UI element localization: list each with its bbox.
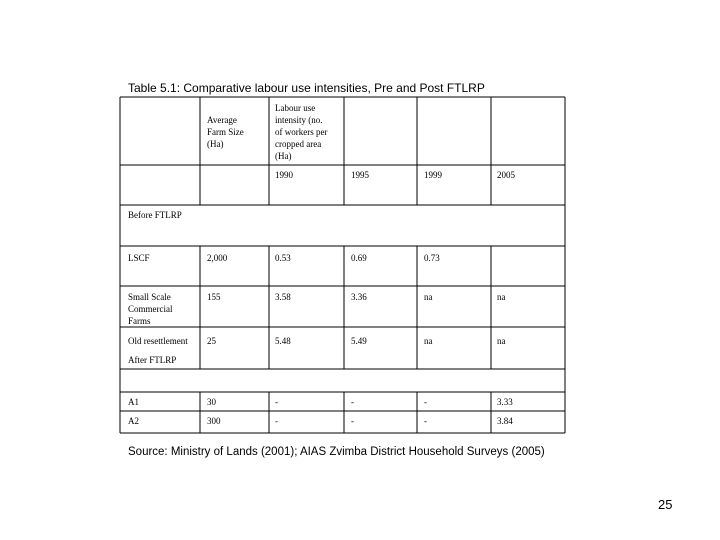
cell-old-resettlement-1995: 5.49 [351,336,367,346]
section-before-ftlrp: Before FTLRP [128,210,182,220]
header-year-2005: 2005 [497,170,515,180]
cell-a2-1995: - [351,416,354,426]
cell-small-scale-1999: na [424,292,433,302]
header-farm-size: Average Farm Size (Ha) [207,115,244,149]
cell-a2-1999: - [424,416,427,426]
page-number: 25 [658,497,673,512]
cell-small-scale-size: 155 [207,292,221,302]
section-after-ftlrp: After FTLRP [128,355,177,365]
cell-small-scale-1990: 3.58 [275,292,291,302]
row-label-old-resettlement: Old resettlement [128,336,188,346]
cell-a1-1990: - [275,397,278,407]
cell-small-scale-1995: 3.36 [351,292,367,302]
header-year-1995: 1995 [351,170,369,180]
row-label-lscf: LSCF [128,253,150,263]
cell-lscf-1990: 0.53 [275,253,291,263]
source-note: Source: Ministry of Lands (2001); AIAS Zvimba District Household Surveys (2005) [128,446,545,458]
row-label-a1: A1 [128,397,139,407]
cell-lscf-1999: 0.73 [424,253,440,263]
cell-old-resettlement-1990: 5.48 [275,336,291,346]
header-year-1990: 1990 [275,170,293,180]
cell-a1-2005: 3.33 [497,397,513,407]
cell-a2-size: 300 [207,416,221,426]
row-label-small-scale: Small Scale Commercial Farms [128,292,173,326]
cell-a2-2005: 3.84 [497,416,513,426]
table-caption: Table 5.1: Comparative labour use intensities, Pre and Post FTLRP [128,81,485,95]
cell-small-scale-2005: na [497,292,506,302]
header-labour-intensity: Labour use intensity (no. of workers per cropped area (Ha) [275,103,328,161]
cell-a1-size: 30 [207,397,216,407]
cell-lscf-size: 2,000 [207,253,228,263]
cell-a2-1990: - [275,416,278,426]
cell-old-resettlement-1999: na [424,336,433,346]
header-year-1999: 1999 [424,170,442,180]
cell-lscf-1995: 0.69 [351,253,367,263]
cell-a1-1999: - [424,397,427,407]
row-label-a2: A2 [128,416,139,426]
cell-old-resettlement-size: 25 [207,336,216,346]
cell-a1-1995: - [351,397,354,407]
cell-old-resettlement-2005: na [497,336,506,346]
